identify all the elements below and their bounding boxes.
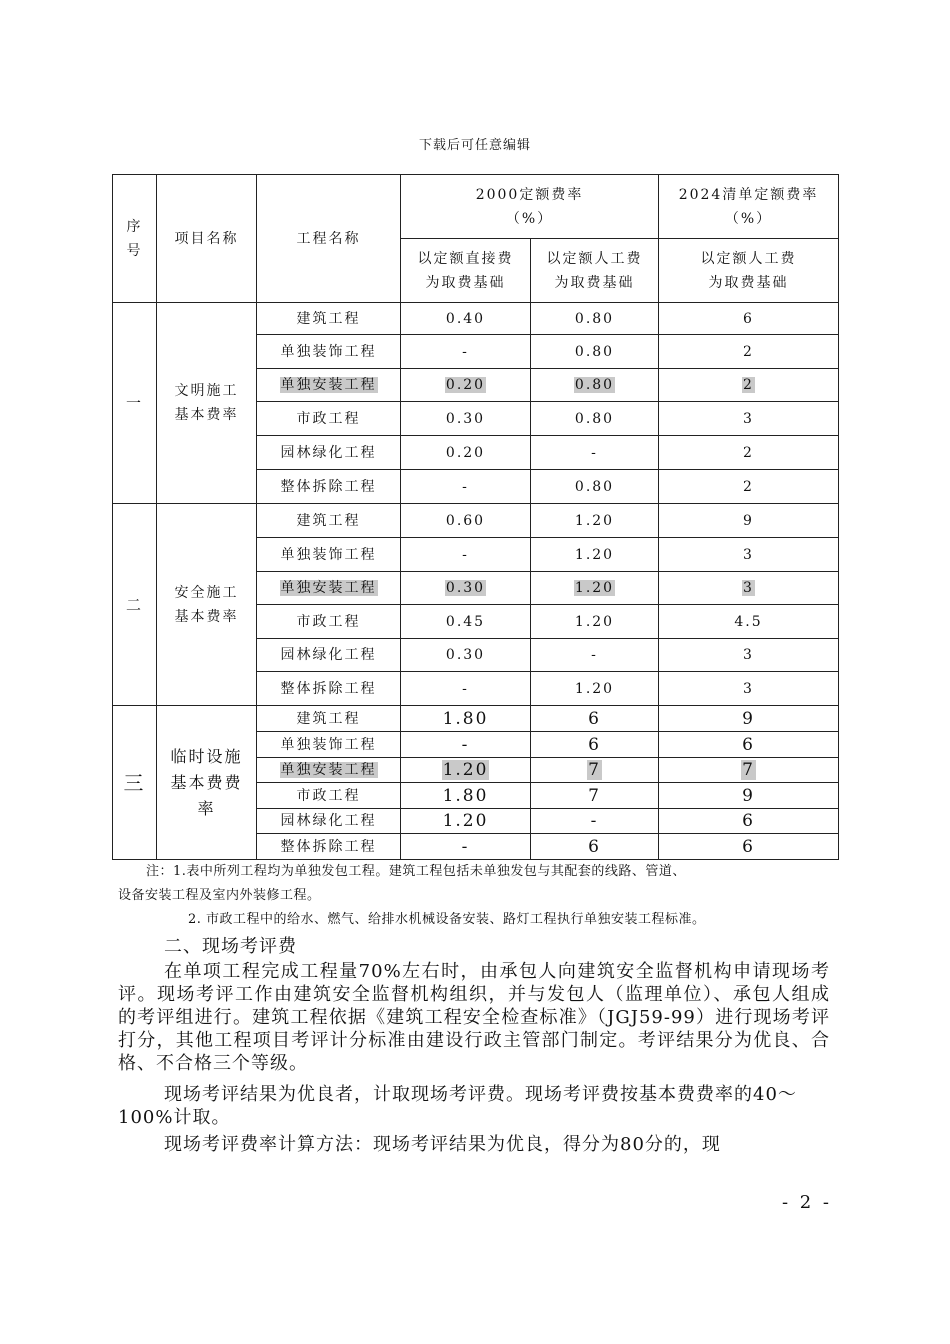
section-name: 文明施工基本费率 xyxy=(157,303,257,504)
rate-labor-2000: 0.80 xyxy=(531,369,659,402)
col-header-2024: 2024清单定额费率 （%） xyxy=(659,175,839,239)
rate-direct-2000: 0.30 xyxy=(401,639,531,672)
rate-labor-2000: 6 xyxy=(531,706,659,732)
rate-labor-2024: 6 xyxy=(659,732,839,758)
fee-rate-table xyxy=(112,174,839,860)
project-name: 单独装饰工程 xyxy=(257,538,401,572)
rate-direct-2000: - xyxy=(401,470,531,504)
project-name: 整体拆除工程 xyxy=(257,672,401,706)
paragraph-1: 在单项工程完成工程量70%左右时，由承包人向建筑安全监督机构申请现场考评。现场考评工作由建筑安全监督机构组织，并与发包人（监理单位）、承包人组成的考评组进行。建筑工程依据《建筑工程安全检查标准》（JGJ59-99）进行现场考评打分，其他工程项目考评计分标准由建设行政主管部门制定。考评结果分为优良、合格、不合格三个等级。 xyxy=(118,961,830,1074)
project-name: 单独安装工程 xyxy=(257,369,401,402)
rate-direct-2000: 0.30 xyxy=(401,402,531,436)
rate-direct-2000: 0.30 xyxy=(401,572,531,605)
project-name: 整体拆除工程 xyxy=(257,470,401,504)
project-name: 单独装饰工程 xyxy=(257,335,401,369)
table-row xyxy=(113,303,839,335)
section-seq: 一 xyxy=(113,303,157,504)
rate-direct-2000: - xyxy=(401,538,531,572)
rate-labor-2000: 0.80 xyxy=(531,303,659,335)
note-1: 注：1.表中所列工程均为单独发包工程。建筑工程包括未单独发包与其配套的线路、管道、 设备安装工程及室内外装修工程。 xyxy=(118,864,686,903)
col-header-2000: 2000定额费率 （%） xyxy=(401,175,659,239)
rate-labor-2000: 1.20 xyxy=(531,538,659,572)
paragraph-3: 现场考评费率计算方法：现场考评结果为优良，得分为80分的，现 xyxy=(164,1134,721,1155)
sub-header-labor-2000: 以定额人工费为取费基础 xyxy=(531,239,659,303)
project-name: 园林绿化工程 xyxy=(257,809,401,834)
rate-labor-2024: 4.5 xyxy=(659,605,839,639)
rate-labor-2000: - xyxy=(531,639,659,672)
section-heading: 二、现场考评费 xyxy=(164,936,297,957)
col-header-item: 项目名称 xyxy=(157,175,257,303)
section-seq: 三 xyxy=(113,706,157,860)
project-name: 园林绿化工程 xyxy=(257,639,401,672)
rate-direct-2000: 1.20 xyxy=(401,809,531,834)
project-name: 市政工程 xyxy=(257,402,401,436)
page-header: 下载后可任意编辑 xyxy=(418,138,531,153)
sub-header-labor-2024: 以定额人工费为取费基础 xyxy=(659,239,839,303)
rate-labor-2000: - xyxy=(531,809,659,834)
rate-labor-2000: 0.80 xyxy=(531,470,659,504)
page-number: - 2 - xyxy=(781,1192,832,1213)
rate-direct-2000: 0.20 xyxy=(401,436,531,470)
rate-labor-2024: 2 xyxy=(659,335,839,369)
col-header-project: 工程名称 xyxy=(257,175,401,303)
project-name: 园林绿化工程 xyxy=(257,436,401,470)
rate-labor-2024: 9 xyxy=(659,706,839,732)
col-header-seq: 序号 xyxy=(113,175,157,303)
rate-labor-2000: 6 xyxy=(531,732,659,758)
rate-direct-2000: 1.80 xyxy=(401,783,531,809)
rate-labor-2024: 9 xyxy=(659,783,839,809)
paragraph-2: 现场考评结果为优良者，计取现场考评费。现场考评费按基本费费率的40～100%计取。 xyxy=(118,1084,797,1128)
rate-labor-2000: 6 xyxy=(531,834,659,860)
project-name: 建筑工程 xyxy=(257,706,401,732)
note-2: 2. 市政工程中的给水、燃气、给排水机械设备安装、路灯工程执行单独安装工程标准。 xyxy=(188,912,706,927)
rate-labor-2000: 1.20 xyxy=(531,572,659,605)
sub-header-direct: 以定额直接费为取费基础 xyxy=(401,239,531,303)
project-name: 建筑工程 xyxy=(257,504,401,538)
rate-labor-2024: 2 xyxy=(659,369,839,402)
rate-direct-2000: - xyxy=(401,732,531,758)
rate-direct-2000: 1.80 xyxy=(401,706,531,732)
rate-labor-2000: 7 xyxy=(531,783,659,809)
rate-labor-2000: 0.80 xyxy=(531,402,659,436)
rate-direct-2000: 0.40 xyxy=(401,303,531,335)
rate-direct-2000: - xyxy=(401,335,531,369)
project-name: 单独装饰工程 xyxy=(257,732,401,758)
rate-labor-2000: - xyxy=(531,436,659,470)
rate-labor-2000: 1.20 xyxy=(531,605,659,639)
rate-labor-2024: 3 xyxy=(659,639,839,672)
section-name: 临时设施基本费费率 xyxy=(157,706,257,860)
rate-labor-2024: 3 xyxy=(659,672,839,706)
project-name: 单独安装工程 xyxy=(257,758,401,783)
rate-direct-2000: 1.20 xyxy=(401,758,531,783)
rate-labor-2024: 3 xyxy=(659,538,839,572)
project-name: 市政工程 xyxy=(257,783,401,809)
project-name: 市政工程 xyxy=(257,605,401,639)
table-row xyxy=(113,504,839,538)
table-body xyxy=(113,303,839,860)
table-row xyxy=(113,706,839,732)
project-name: 单独安装工程 xyxy=(257,572,401,605)
rate-labor-2000: 1.20 xyxy=(531,672,659,706)
rate-direct-2000: 0.45 xyxy=(401,605,531,639)
project-name: 建筑工程 xyxy=(257,303,401,335)
section-seq: 二 xyxy=(113,504,157,706)
rate-direct-2000: - xyxy=(401,834,531,860)
rate-labor-2024: 6 xyxy=(659,809,839,834)
rate-labor-2024: 9 xyxy=(659,504,839,538)
rate-labor-2024: 6 xyxy=(659,303,839,335)
rate-labor-2000: 1.20 xyxy=(531,504,659,538)
rate-labor-2024: 7 xyxy=(659,758,839,783)
rate-labor-2000: 7 xyxy=(531,758,659,783)
rate-labor-2024: 3 xyxy=(659,572,839,605)
rate-labor-2024: 6 xyxy=(659,834,839,860)
rate-labor-2000: 0.80 xyxy=(531,335,659,369)
rate-direct-2000: - xyxy=(401,672,531,706)
rate-direct-2000: 0.20 xyxy=(401,369,531,402)
rate-labor-2024: 2 xyxy=(659,470,839,504)
rate-labor-2024: 3 xyxy=(659,402,839,436)
section-name: 安全施工基本费率 xyxy=(157,504,257,706)
rate-direct-2000: 0.60 xyxy=(401,504,531,538)
rate-labor-2024: 2 xyxy=(659,436,839,470)
project-name: 整体拆除工程 xyxy=(257,834,401,860)
